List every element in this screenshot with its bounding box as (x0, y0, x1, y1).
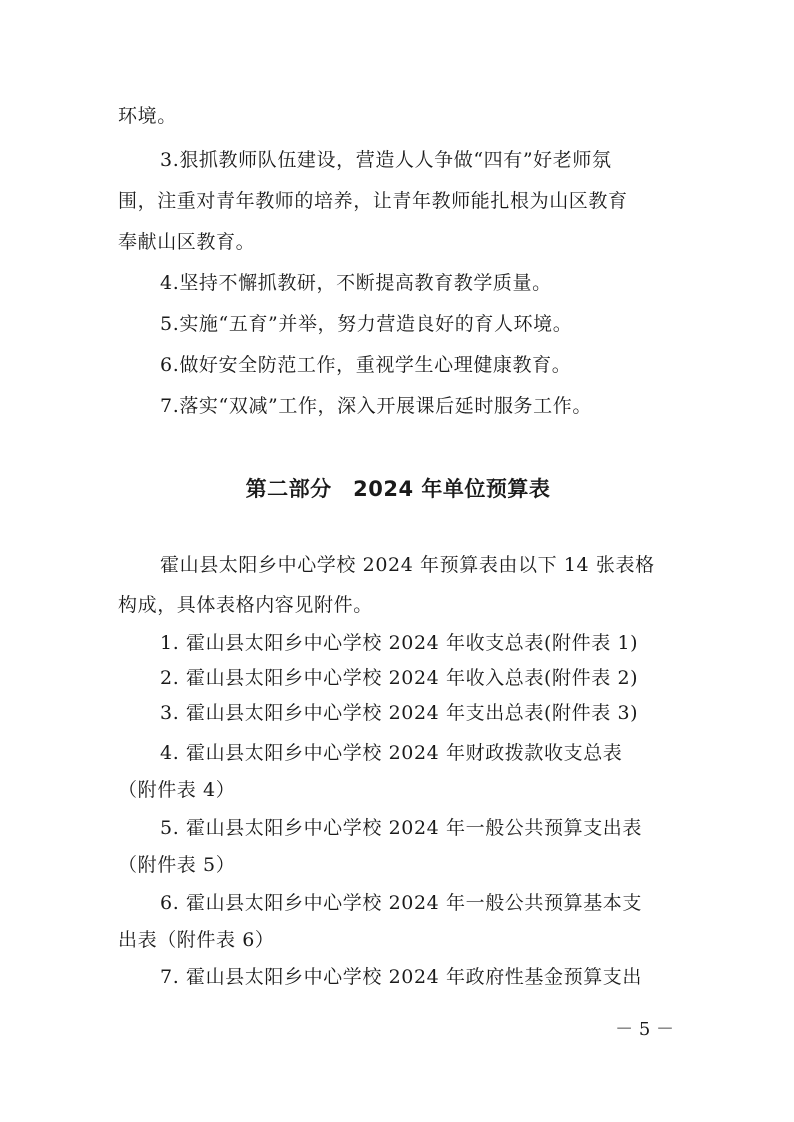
page-number: － 5 － (615, 1019, 674, 1040)
paragraph-line: 霍山县太阳乡中心学校 2024 年预算表由以下 14 张表格 (160, 554, 655, 576)
paragraph-line: 环境。 (118, 105, 177, 127)
paragraph-line: 围，注重对青年教师的培养，让青年教师能扎根为山区教育 (118, 190, 628, 212)
paragraph-line: 构成，具体表格内容见附件。 (118, 594, 373, 616)
paragraph-line: 7.落实“双减”工作，深入开展课后延时服务工作。 (160, 395, 592, 417)
list-item: 3. 霍山县太阳乡中心学校 2024 年支出总表(附件表 3) (160, 702, 639, 724)
list-item: 5. 霍山县太阳乡中心学校 2024 年一般公共预算支出表 (160, 817, 643, 839)
list-item: 2. 霍山县太阳乡中心学校 2024 年收入总表(附件表 2) (160, 667, 639, 689)
list-item-continuation: （附件表 4） (118, 779, 236, 801)
section-heading: 第二部分 2024 年单位预算表 (245, 477, 551, 501)
paragraph-line: 5.实施“五育”并举，努力营造良好的育人环境。 (160, 313, 573, 335)
list-item: 1. 霍山县太阳乡中心学校 2024 年收支总表(附件表 1) (160, 632, 639, 654)
list-item-continuation: （附件表 5） (118, 854, 236, 876)
list-item: 6. 霍山县太阳乡中心学校 2024 年一般公共预算基本支 (160, 892, 643, 914)
paragraph-line: 奉献山区教育。 (118, 231, 256, 253)
list-item: 4. 霍山县太阳乡中心学校 2024 年财政拨款收支总表 (160, 742, 623, 764)
paragraph-line: 4.坚持不懈抓教研，不断提高教育教学质量。 (160, 272, 552, 294)
paragraph-line: 3.狠抓教师队伍建设，营造人人争做“四有”好老师氛 (160, 149, 612, 171)
list-item-continuation: 出表（附件表 6） (118, 929, 275, 951)
paragraph-line: 6.做好安全防范工作，重视学生心理健康教育。 (160, 354, 572, 376)
list-item: 7. 霍山县太阳乡中心学校 2024 年政府性基金预算支出 (160, 966, 643, 988)
